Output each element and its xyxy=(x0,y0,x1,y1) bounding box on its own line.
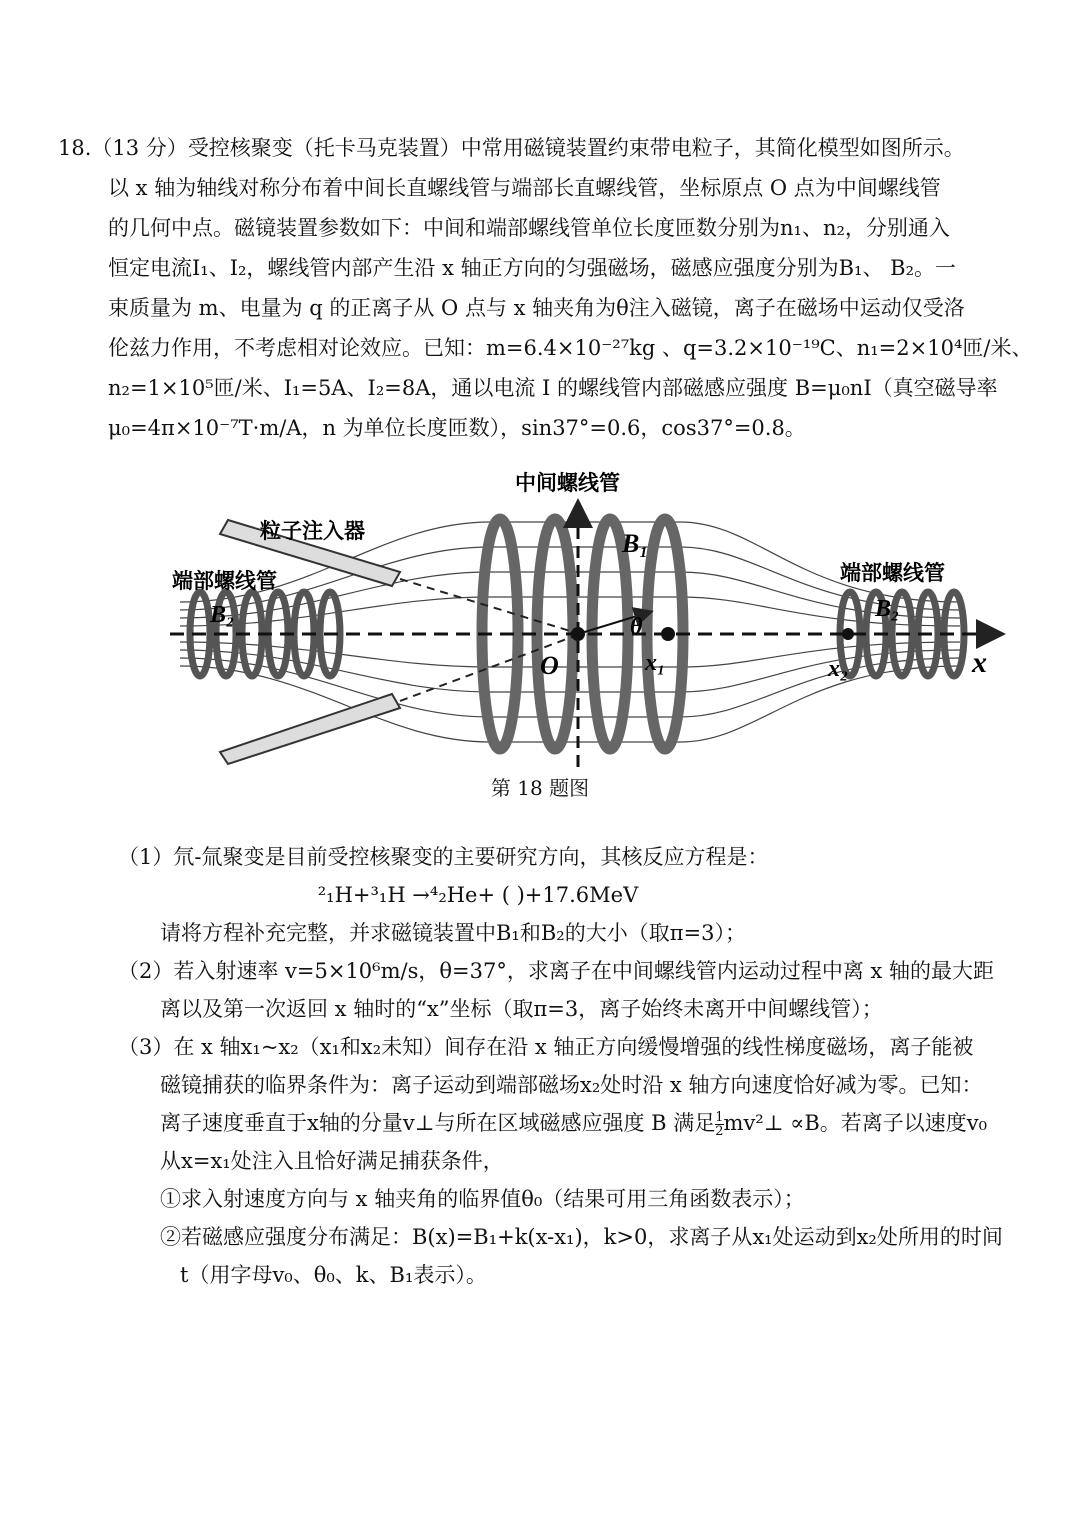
label-end-coil-left: 端部螺线管 xyxy=(172,570,277,593)
label-B2-right: B₂ xyxy=(875,596,900,622)
magnetic-mirror-figure xyxy=(160,462,1020,782)
part2-line1: （2）若入射速率 v=5×10⁶m/s，θ=37°，求离子在中间螺线管内运动过程中离 x 轴的最大距 xyxy=(118,959,995,983)
part1-line2: 请将方程补充完整，并求磁镜装置中B₁和B₂的大小（取π=3）； xyxy=(160,921,746,945)
label-injector: 粒子注入器 xyxy=(260,520,365,543)
part1-equation: ²₁H+³₁H →⁴₂He+ ( )+17.6MeV xyxy=(317,883,639,907)
intro-line-4: 恒定电流I₁、I₂，螺线管内部产生沿 x 轴正方向的匀强磁场，磁感应强度分别为B₁、 B₂。一 xyxy=(108,256,956,280)
intro-line-5: 束质量为 m、电量为 q 的正离子从 O 点与 x 轴夹角为θ注入磁镜，离子在磁场中运动仅受洛 xyxy=(108,296,965,320)
question-stem xyxy=(58,128,1058,448)
x1-point xyxy=(661,627,675,641)
intro-line-8: μ₀=4π×10⁻⁷T·m/A，n 为单位长度匝数），sin37°=0.6，cos37°=0.8。 xyxy=(108,416,806,440)
particle-injector xyxy=(220,520,400,764)
question-parts xyxy=(118,838,1068,1294)
part3-sub1: ①求入射速度方向与 x 轴夹角的临界值θ₀（结果可用三角函数表示）； xyxy=(160,1187,805,1211)
question-number: 18. xyxy=(58,136,92,160)
label-x-axis: x xyxy=(972,646,987,679)
part2-line2: 离以及第一次返回 x 轴时的“x”坐标（取π=3，离子始终未离开中间螺线管）； xyxy=(160,997,883,1021)
label-x1: x₁ xyxy=(645,650,666,676)
part3-sub2-line2: t（用字母v₀、θ₀、k、B₁表示）。 xyxy=(180,1263,487,1287)
part3-line3 xyxy=(118,1104,1068,1142)
part1-line1: （1）氘-氚聚变是目前受控核聚变的主要研究方向，其核反应方程是： xyxy=(118,845,769,869)
part3-line4: 从x=x₁处注入且恰好满足捕获条件， xyxy=(160,1149,504,1173)
half-fraction xyxy=(715,1111,723,1138)
part3-line1: （3）在 x 轴x₁~x₂（x₁和x₂未知）间存在沿 x 轴正方向缓慢增强的线性梯度磁场，离子能被 xyxy=(118,1035,974,1059)
label-theta: θ xyxy=(630,614,643,640)
part3-line3-b: mv²⊥ ∝B。若离子以速度v₀ xyxy=(723,1111,988,1135)
figure-caption: 第 18 题图 xyxy=(490,776,590,800)
intro-line-2: 以 x 轴为轴线对称分布着中间长直螺线管与端部长直螺线管，坐标原点 O 点为中间螺线管 xyxy=(108,176,941,200)
fraction-numerator: 1 xyxy=(715,1110,724,1125)
intro-line-3: 的几何中点。磁镜装置参数如下：中间和端部螺线管单位长度匝数分别为n₁、n₂，分别通入 xyxy=(108,216,950,240)
part3-line2: 磁镜捕获的临界条件为：离子运动到端部磁场x₂处时沿 x 轴方向速度恰好减为零。已知： xyxy=(160,1073,983,1097)
part3-line3-a: 离子速度垂直于x轴的分量v⊥与所在区域磁感应强度 B 满足 xyxy=(160,1111,716,1135)
label-end-coil-right: 端部螺线管 xyxy=(840,562,945,585)
label-center-coil: 中间螺线管 xyxy=(515,472,620,495)
intro-line-7: n₂=1×10⁵匝/米、I₁=5A、I₂=8A，通以电流 I 的螺线管内部磁感应强度 B=μ₀nI（真空磁导率 xyxy=(108,376,998,400)
intro-line-1: 受控核聚变（托卡马克装置）中常用磁镜装置约束带电粒子，其简化模型如图所示。 xyxy=(187,136,965,160)
label-B1: B₁ xyxy=(622,529,649,558)
x2-point xyxy=(842,628,854,640)
part3-sub2-line1: ②若磁感应强度分布满足：B(x)=B₁+k(x-x₁)，k>0，求离子从x₁处运动到x₂处所用的时间 xyxy=(160,1225,1003,1249)
question-score: （13 分） xyxy=(91,136,188,160)
label-origin: O xyxy=(540,651,559,680)
label-B2-left: B₂ xyxy=(210,602,235,628)
intro-line-6: 伦兹力作用，不考虑相对论效应。已知：m=6.4×10⁻²⁷kg 、q=3.2×10⁻¹⁹C、n₁=2×10⁴匝/米、 xyxy=(108,336,1033,360)
label-x2: x₂ xyxy=(828,656,849,682)
fraction-denominator: 2 xyxy=(715,1124,724,1139)
question-line-1 xyxy=(58,128,1058,168)
